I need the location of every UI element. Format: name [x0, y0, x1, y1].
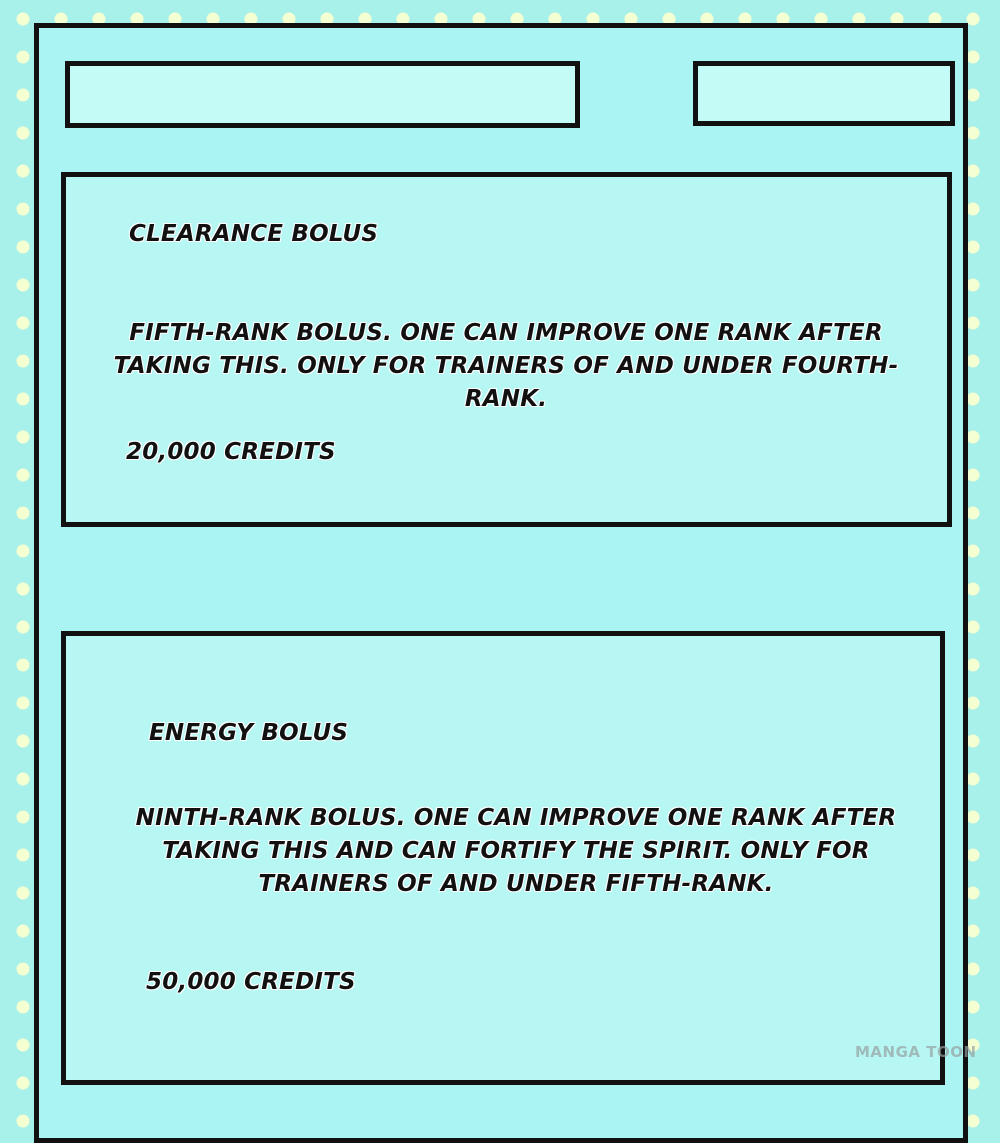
item-card-clearance-bolus[interactable]: [61, 172, 952, 527]
item-price: 20,000 CREDITS: [126, 439, 336, 465]
item-price: 50,000 CREDITS: [146, 969, 356, 995]
item-description: NINTH-RANK BOLUS. ONE CAN IMPROVE ONE RANK AFTER TAKING THIS AND CAN FORTIFY THE SPIRIT. ONLY FOR TRAINERS OF AND UNDER FIFTH-RANK.: [135, 805, 897, 897]
item-title: ENERGY BOLUS: [149, 720, 349, 746]
watermark: MANGA TOON: [855, 1043, 977, 1061]
item-card-energy-bolus[interactable]: [61, 631, 945, 1085]
header-box-right: [693, 61, 955, 126]
header-box-left: [65, 61, 580, 128]
item-description: FIFTH-RANK BOLUS. ONE CAN IMPROVE ONE RANK AFTER TAKING THIS. ONLY FOR TRAINERS OF AND UNDER FOURTH-RANK.: [113, 320, 899, 412]
item-title: CLEARANCE BOLUS: [129, 221, 379, 247]
